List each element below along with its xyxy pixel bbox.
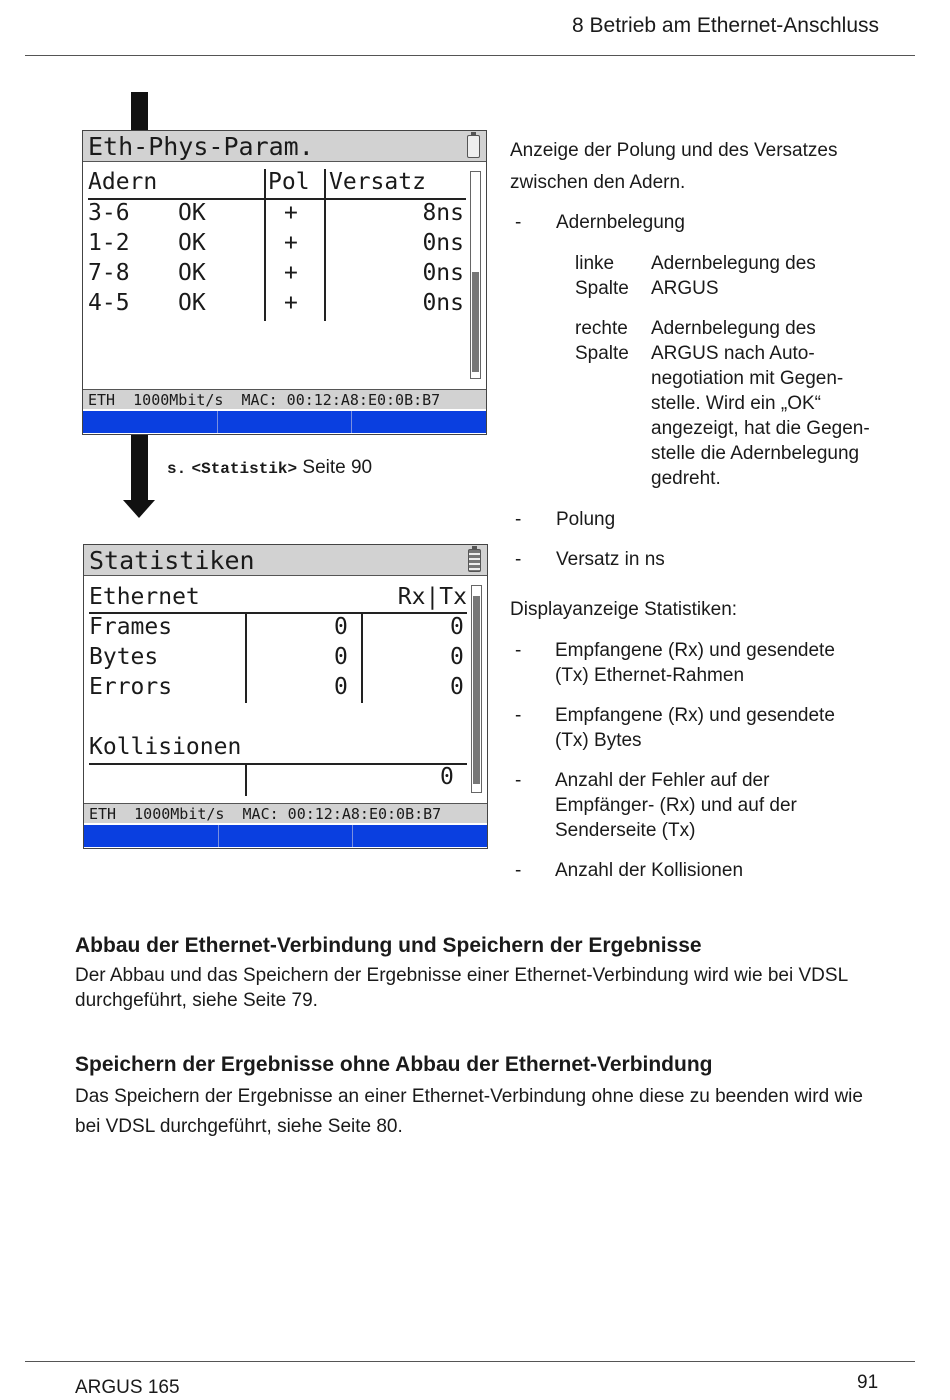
section-ethernet: Ethernet — [89, 584, 200, 610]
stat-item: Empfangene (Rx) und gesendete (Tx) Ethernet-Rahmen — [555, 640, 835, 686]
section-text: Der Abbau und das Speichern der Ergebnisse einer Ethernet-Verbindung wird wie bei VDSL durchgeführt, siehe Seite 79. — [75, 965, 848, 1011]
column-divider — [245, 764, 247, 796]
col-versatz: Versatz — [329, 169, 426, 195]
softkey-2[interactable] — [218, 411, 353, 433]
section-heading: Speichern der Ergebnisse ohne Abbau der Ethernet-Verbindung — [75, 1053, 713, 1076]
item-versatz: Versatz in ns — [556, 549, 665, 570]
scrollbar-thumb[interactable] — [473, 596, 480, 784]
cross-reference: s. <Statistik> Seite 90 — [167, 457, 373, 478]
flow-arrow-head — [123, 500, 155, 518]
item-adernbelegung: Adernbelegung — [556, 212, 685, 233]
dash: - — [515, 509, 522, 530]
desc-linke-spalte: Adernbelegung des ARGUS — [651, 253, 816, 299]
softkey-bar — [84, 825, 487, 847]
rx-tx-header: Rx|Tx — [397, 584, 467, 610]
softkey-1[interactable] — [84, 825, 219, 847]
stat-item: Anzahl der Kollisionen — [555, 860, 744, 881]
section-text: Das Speichern der Ergebnisse an einer Ethernet-Verbindung ohne diese zu beenden wird wie bei VDSL durchgeführt, siehe Seite 80. — [75, 1086, 863, 1137]
battery-icon — [468, 549, 481, 572]
chapter-header: 8 Betrieb am Ethernet-Anschluss — [572, 14, 879, 37]
header-divider — [88, 198, 466, 200]
stat-intro: Displayanzeige Statistiken: — [510, 599, 738, 620]
softkey-3[interactable] — [353, 825, 487, 847]
status-bar: ETH 1000Mbit/s MAC: 00:12:A8:E0:0B:B7 — [84, 803, 487, 823]
statistiken-screen: Statistiken Ethernet Rx|Tx Frames 0 0 Bytes 0 0 Errors 0 0 Kollisionen 0 ETH 1000Mbit/s MAC: 00:12:A8:E0:0B:B7 — [83, 544, 488, 849]
scrollbar[interactable] — [471, 585, 482, 793]
footer-product: ARGUS 165 — [75, 1377, 180, 1398]
col-pol: Pol — [268, 169, 310, 195]
column-divider — [324, 169, 326, 321]
flow-arrow-top — [131, 92, 148, 132]
softkey-3[interactable] — [352, 411, 486, 433]
col-adern: Adern — [88, 169, 158, 195]
desc-rechte-spalte: Adernbelegung des ARGUS nach Auto-negotiation mit Gegen-stelle. Wird ein „OK“ angezeigt, hat die Gegen-stelle die Adernbelegung gedreht. — [651, 318, 870, 489]
column-divider — [361, 613, 363, 703]
stat-item: Empfangene (Rx) und gesendete (Tx) Bytes — [555, 705, 835, 751]
intro-text: Anzeige der Polung und des Versatzes zwischen den Adern. — [510, 140, 838, 193]
footer-rule — [25, 1361, 915, 1362]
scrollbar-thumb[interactable] — [472, 272, 479, 372]
dash: - — [515, 549, 522, 570]
item-polung: Polung — [556, 509, 616, 530]
flow-arrow-shaft — [131, 434, 148, 500]
screen-title: Eth-Phys-Param. — [83, 131, 486, 162]
softkey-2[interactable] — [219, 825, 354, 847]
battery-icon — [467, 135, 480, 158]
section-kollisionen: Kollisionen — [89, 734, 242, 760]
dash: - — [515, 705, 522, 726]
dash: - — [515, 860, 522, 881]
scrollbar[interactable] — [470, 171, 481, 379]
dash: - — [515, 770, 522, 791]
page-number: 91 — [857, 1372, 879, 1393]
column-divider — [245, 613, 247, 703]
collision-count: 0 — [440, 764, 454, 790]
softkey-1[interactable] — [83, 411, 218, 433]
collision-divider — [89, 763, 467, 765]
status-bar: ETH 1000Mbit/s MAC: 00:12:A8:E0:0B:B7 — [83, 389, 486, 409]
section-heading: Abbau der Ethernet-Verbindung und Speichern der Ergebnisse — [75, 934, 702, 957]
header-rule — [25, 55, 915, 56]
screen-title: Statistiken — [84, 545, 487, 576]
dash: - — [515, 212, 522, 233]
softkey-bar — [83, 411, 486, 433]
term-linke-spalte: linke Spalte — [575, 253, 629, 299]
stat-item: Anzahl der Fehler auf der Empfänger- (Rx) und auf der Senderseite (Tx) — [555, 770, 797, 841]
eth-phys-param-screen: Eth-Phys-Param. Adern Pol Versatz 3-6 OK + 8ns 1-2 OK + 0ns 7-8 OK + 0ns 4-5 OK + 0ns ETH 1000Mbit/s MAC: 00:12:A8:E0:0B:B7 — [82, 130, 487, 435]
dash: - — [515, 640, 522, 661]
column-divider — [264, 169, 266, 321]
term-rechte-spalte: rechte Spalte — [575, 318, 629, 364]
